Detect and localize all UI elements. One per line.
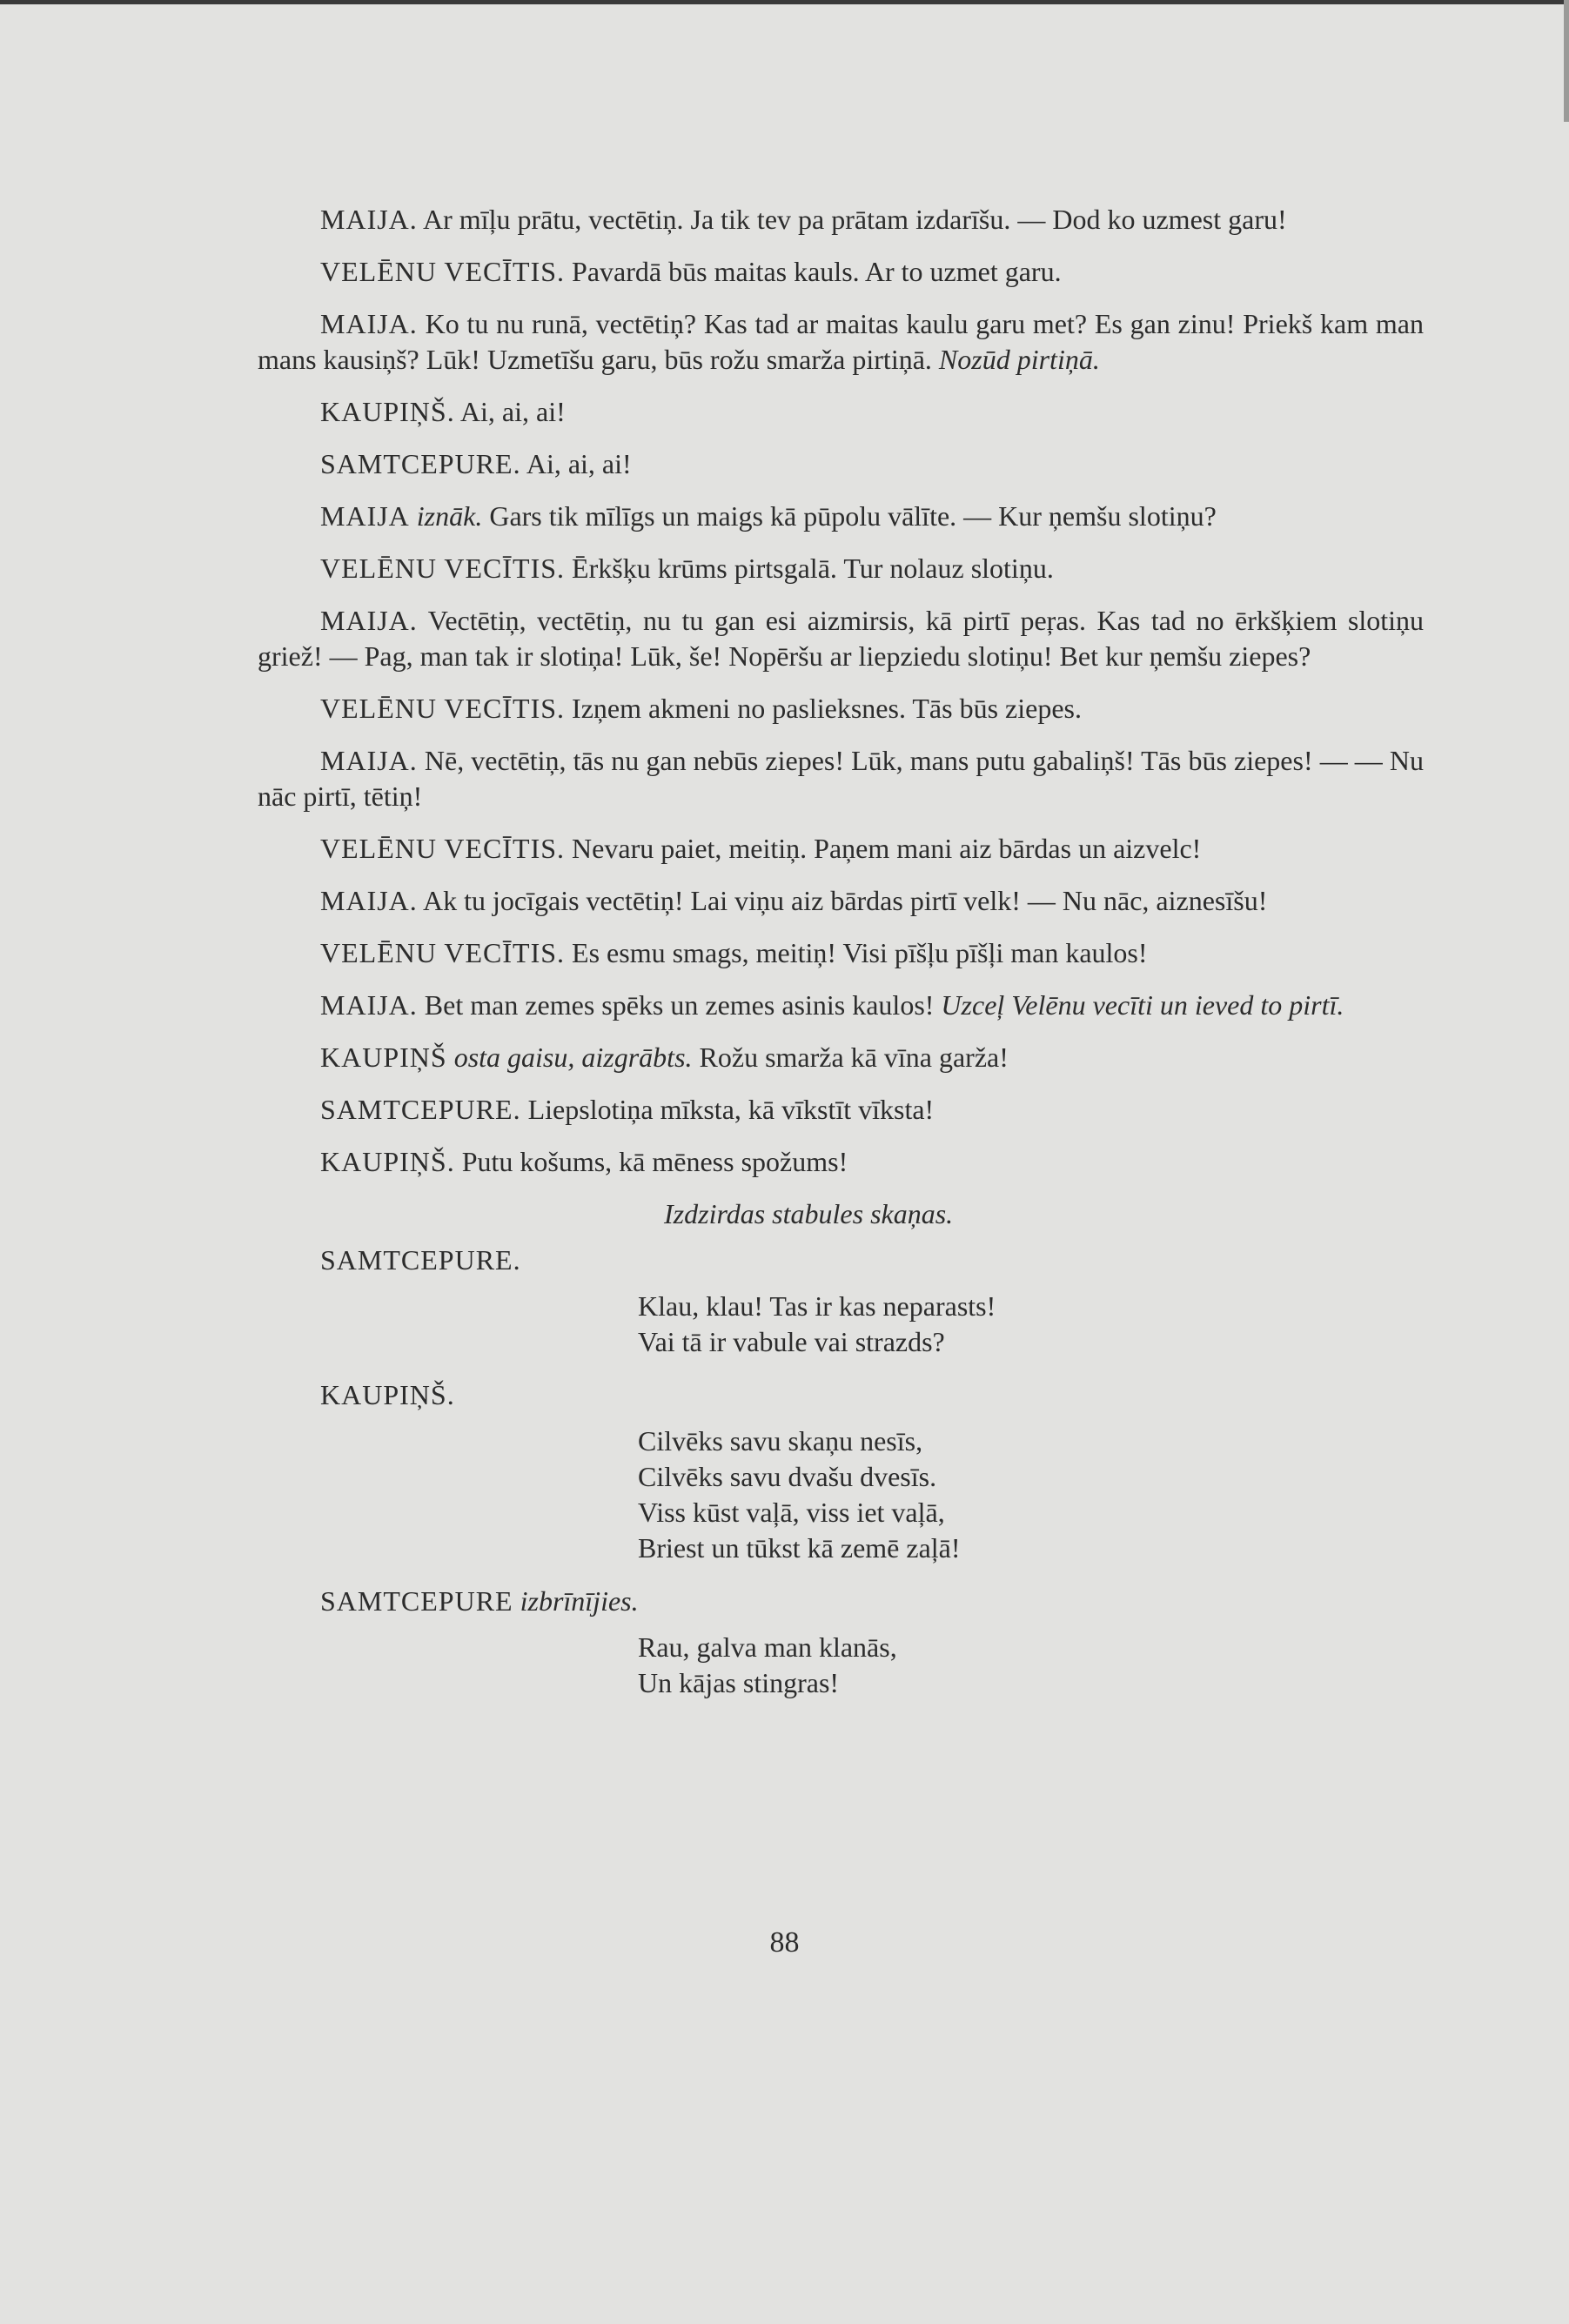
speaker-name: SAMTCEPURE. [320,448,521,479]
dialogue-paragraph [258,499,1424,534]
verse-line: Rau, galva man klanās, [638,1631,897,1663]
speaker-name: MAIJA. [320,605,418,636]
song-speaker [258,1377,1424,1413]
speaker-name: VELĒNU VECĪTIS. [320,256,566,287]
speaker-name: MAIJA. [320,745,418,776]
dialogue-paragraph [258,1092,1424,1128]
dialogue-paragraph [258,1040,1424,1075]
speaker-name: VELĒNU VECĪTIS. [320,553,566,584]
stage-direction: Izdzirdas stabules skaņas. [664,1198,954,1229]
dialogue-paragraph [258,988,1424,1023]
dialogue-paragraph [258,254,1424,290]
dialogue-text: Ak tu jocīgais vectētiņ! Lai viņu aiz bārdas pirtī velk! — Nu nāc, aiznesīšu! [423,885,1268,916]
verse-line: Klau, klau! Tas ir kas neparasts! [638,1290,996,1322]
dialogue-text: Rožu smarža kā vīna garža! [699,1041,1009,1073]
song-speaker [258,1242,1424,1278]
dialogue-paragraph [258,935,1424,971]
speaker-name: MAIJA. [320,885,418,916]
speaker-name: MAIJA. [320,308,418,339]
verse-line: Viss kūst vaļā, viss iet vaļā, [638,1497,945,1528]
speaker-name: SAMTCEPURE. [320,1244,521,1276]
speaker-name: KAUPIŅŠ. [320,396,455,427]
page-body [258,202,1424,1718]
dialogue-paragraph [258,883,1424,919]
speaker-name: KAUPIŅŠ [320,1041,447,1073]
verse-line: Vai tā ir vabule vai strazds? [638,1326,945,1357]
speaker-name: MAIJA. [320,204,418,235]
dialogue-paragraph [258,551,1424,586]
speaker-name: VELĒNU VECĪTIS. [320,693,566,724]
stage-note: Nozūd pirtiņā. [938,344,1100,375]
dialogue-text: Es esmu smags, meitiņ! Visi pīšļu pīšļi man kaulos! [572,937,1148,968]
dialogue-text: Pavardā būs maitas kauls. Ar to uzmet garu. [572,256,1062,287]
speaker-name: VELĒNU VECĪTIS. [320,937,566,968]
dialogue-text: Ērkšķu krūms pirtsgalā. Tur nolauz slotiņu. [572,553,1054,584]
dialogue-text: Liepslotiņa mīksta, kā vīkstīt vīksta! [527,1094,935,1125]
dialogue-paragraph [258,202,1424,238]
verse-line: Cilvēks savu skaņu nesīs, [638,1425,923,1457]
dialogue-text: Izņem akmeni no paslieksnes. Tās būs ziepes. [572,693,1082,724]
dialogue-paragraph [258,1144,1424,1180]
page-top-edge [0,0,1569,4]
dialogue-paragraph [258,603,1424,674]
dialogue-text: Nevaru paiet, meitiņ. Paņem mani aiz bārdas un aizvelc! [572,833,1202,864]
dialogue-text: Ko tu nu runā, vectētiņ? Kas tad ar maitas kaulu garu met? Es gan zinu! Priekš kam man mans kausiņš? Lūk! Uzmetīšu garu, būs rožu smarža pirtiņā. [258,308,1424,375]
dialogue-text: Vectētiņ, vectētiņ, nu tu gan esi aizmirsis, kā pirtī peŗas. Kas tad no ērkšķiem slotiņu griež! — Pag, man tak ir slotiņa! Lūk, še! Nopēršu ar liepziedu slotiņu! Bet kur ņemšu ziepes? [258,605,1425,672]
dialogue-paragraph [258,691,1424,727]
dialogue-text: Gars tik mīlīgs un maigs kā pūpolu vālīte. — Kur ņemšu slotiņu? [489,500,1217,532]
stage-note: Uzceļ Velēnu vecīti un ieved to pirtī. [941,989,1344,1021]
song-speaker [258,1584,1424,1619]
dialogue-paragraphs [258,202,1424,1180]
dialogue-text: Ai, ai, ai! [526,448,632,479]
page-number: 88 [769,1926,800,1959]
speaker-name: SAMTCEPURE [320,1585,513,1617]
dialogue-paragraph [258,446,1424,482]
speaker-name: KAUPIŅŠ. [320,1146,455,1177]
speaker-name: VELĒNU VECĪTIS. [320,833,566,864]
verse-block [258,1630,1424,1701]
page-right-edge [1564,0,1569,122]
speaker-name: MAIJA [320,500,410,532]
verse-block [258,1423,1424,1566]
speaker-name: SAMTCEPURE. [320,1094,521,1125]
dialogue-text: Nē, vectētiņ, tās nu gan nebūs ziepes! Lūk, mans putu gabaliņš! Tās būs ziepes! — — Nu nāc pirtī, tētiņ! [258,745,1425,812]
song-section [258,1242,1424,1701]
dialogue-paragraph [258,394,1424,430]
dialogue-paragraph [258,831,1424,867]
speaker-name: MAIJA. [320,989,418,1021]
dialogue-text: Ai, ai, ai! [459,396,566,427]
verse-block [258,1289,1424,1360]
dialogue-paragraph [258,743,1424,814]
verse-line: Un kājas stingras! [638,1667,840,1698]
verse-line: Cilvēks savu dvašu dvesīs. [638,1461,937,1492]
stage-note: iznāk. [416,500,483,532]
dialogue-text: Putu košums, kā mēness spožums! [461,1146,848,1177]
stage-note: osta gaisu, aizgrābts. [453,1041,693,1073]
stage-note: izbrīnījies. [520,1585,639,1617]
speaker-name: KAUPIŅŠ. [320,1379,455,1410]
dialogue-text: Ar mīļu prātu, vectētiņ. Ja tik tev pa prātam izdarīšu. — Dod ko uzmest garu! [423,204,1287,235]
dialogue-text: Bet man zemes spēks un zemes asinis kaulos! [424,989,935,1021]
verse-line: Briest un tūkst kā zemē zaļā! [638,1532,961,1564]
dialogue-paragraph [258,306,1424,378]
